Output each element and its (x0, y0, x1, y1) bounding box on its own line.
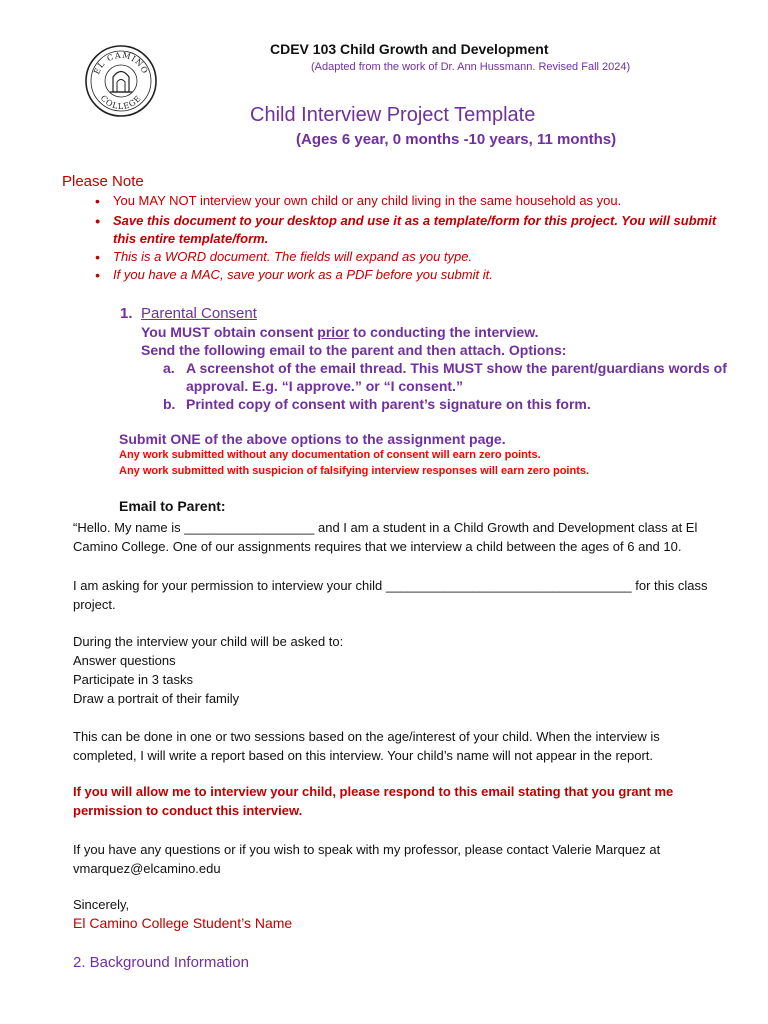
please-note-heading: Please Note (62, 173, 144, 190)
note-item: • This is a WORD document. The fields will expand as you type. (95, 248, 735, 266)
activity-item: Draw a portrait of their family (73, 691, 240, 706)
student-name-placeholder: El Camino College Student’s Name (73, 915, 293, 931)
email-signoff: Sincerely, (73, 897, 130, 912)
activities-intro: During the interview your child will be asked to: (73, 634, 344, 649)
section2-title: 2. Background Information (73, 954, 249, 971)
email-paragraph-intro: “Hello. My name is __________________ and I am a student in a Child Growth and Development class at El Camino College. One of our assignments requires that we interview a child between the ages of 6 and 10. (73, 520, 698, 554)
email-heading: Email to Parent: (119, 498, 226, 514)
consent-requirement (141, 324, 538, 340)
option-a-label: a. (163, 360, 175, 376)
email-activities-list (73, 632, 723, 708)
course-title: CDEV 103 Child Growth and Development (270, 41, 549, 57)
activity-item: Answer questions (73, 653, 176, 668)
option-b (163, 396, 591, 412)
option-b-label: b. (163, 396, 176, 412)
seal-icon (84, 44, 158, 118)
option-a (163, 360, 727, 376)
consent-text-a: You MUST obtain consent (141, 324, 318, 340)
note-item: • Save this document to your desktop and use it as a template/form for this project. You will submit this entire template/form. (95, 212, 735, 248)
email-permission-request: If you will allow me to interview your child, please respond to this email stating that you grant me permission to conduct this interview. (73, 784, 674, 818)
email-paragraph-permission: I am asking for your permission to interview your child __________________________________ for this class project. (73, 578, 708, 612)
consent-instructions: Send the following email to the parent and then attach. Options: (141, 342, 567, 358)
svg-text:COLLEGE (99, 93, 144, 111)
section1-number: 1. (120, 305, 133, 322)
option-a-text-cont: approval. E.g. “I approve.” or “I consent.” (186, 378, 463, 394)
college-seal-logo (84, 44, 158, 118)
warning-no-consent: Any work submitted without any documentation of consent will earn zero points. (119, 449, 541, 461)
seal-text-bottom: COLLEGE (98, 93, 144, 112)
submit-instruction: Submit ONE of the above options to the assignment page. (119, 431, 506, 447)
section1-title: Parental Consent (141, 305, 257, 322)
adapted-note: (Adapted from the work of Dr. Ann Hussmann. Revised Fall 2024) (311, 61, 631, 73)
notes-list (95, 192, 735, 284)
email-paragraph-sessions: This can be done in one or two sessions based on the age/interest of your child. When the interview is completed, I will write a report based on this interview. Your child’s name will not appear in the report. (73, 729, 660, 763)
seal-text-top: EL CAMINO (92, 50, 150, 76)
consent-text-prior: prior (317, 324, 350, 340)
option-b-text: Printed copy of consent with parent’s signature on this form. (186, 396, 591, 412)
note-item: • If you have a MAC, save your work as a PDF before you submit it. (95, 266, 735, 284)
email-paragraph-contact: If you have any questions or if you wish to speak with my professor, please contact Valerie Marquez at vmarquez@elcamino.edu (73, 842, 661, 876)
age-range: (Ages 6 year, 0 months -10 years, 11 months) (296, 131, 617, 148)
activity-item: Participate in 3 tasks (73, 672, 193, 687)
document-title: Child Interview Project Template (250, 104, 536, 126)
option-a-text: A screenshot of the email thread. This MUST show the parent/guardians words of (186, 360, 727, 376)
note-item: • You MAY NOT interview your own child or any child living in the same household as you. (95, 192, 735, 210)
consent-text-c: to conducting the interview. (349, 324, 539, 340)
warning-falsifying: Any work submitted with suspicion of falsifying interview responses will earn zero points. (119, 465, 590, 477)
